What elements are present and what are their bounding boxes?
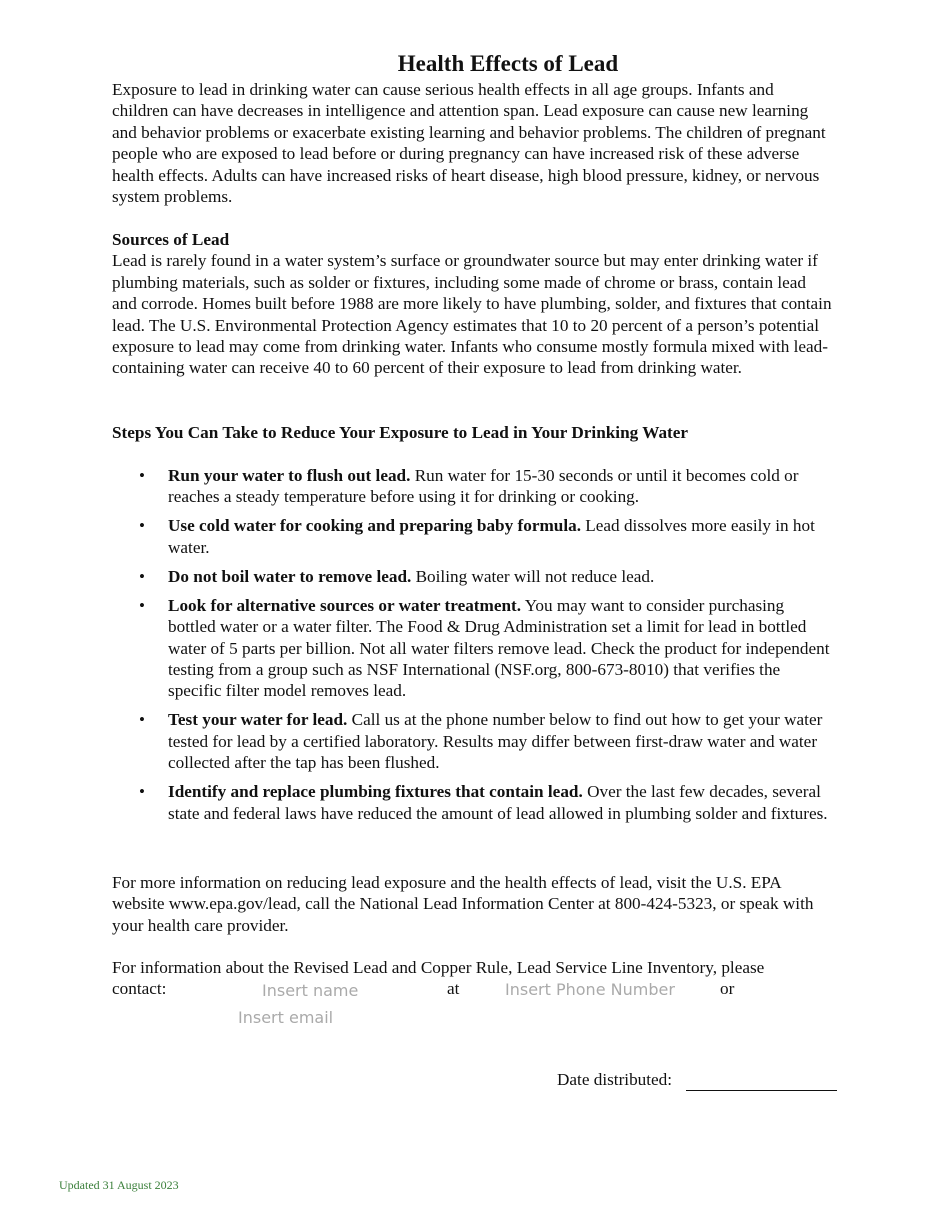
step-text: Call us at the phone number below to find out how to get your water tested for lead by a certified laboratory. Results may differ between first-draw water and water collected after the tap has been flushed. xyxy=(168,710,823,773)
list-item xyxy=(112,781,836,824)
contact-label: contact: xyxy=(112,979,167,998)
step-title: Run your water to flush out lead. xyxy=(168,466,411,485)
more-info-paragraph: For more information on reducing lead exposure and the health effects of lead, visit the U.S. EPA website www.epa.gov/lead, call the National Lead Information Center at 800-424-5323, or speak with your health care provider. xyxy=(112,873,814,935)
steps-heading: Steps You Can Take to Reduce Your Exposure to Lead in Your Drinking Water xyxy=(112,423,689,442)
sources-section xyxy=(112,229,834,379)
date-distributed-label: Date distributed: xyxy=(557,1070,673,1089)
step-title: Look for alternative sources or water treatment. xyxy=(168,595,522,615)
updated-note: Updated 31 August 2023 xyxy=(59,1178,179,1192)
step-text: You may want to consider purchasing bottled water or a water filter. The Food & Drug Administration set a limit for lead in bottled water of 5 parts per billion. Not all water filters remove lead. Check the product for independent testing from a group such as NSF International (NSF.org, 800-673-8010) that verifies the specific filter model removes lead. xyxy=(168,595,830,701)
bullet-icon: • xyxy=(139,710,145,730)
email-field[interactable]: Insert email xyxy=(238,1008,334,1027)
page-title: Health Effects of Lead xyxy=(397,51,619,76)
date-distributed-field[interactable] xyxy=(686,1090,837,1091)
bullet-icon: • xyxy=(139,466,145,485)
or-label: or xyxy=(720,979,735,998)
step-text: Over the last few decades, several state and federal laws have reduced the amount of lead allowed in plumbing solder and fixtures. xyxy=(168,782,828,823)
step-text: Run water for 15-30 seconds or until it becomes cold or reaches a steady temperature before using it for drinking or cooking. xyxy=(168,466,799,507)
step-text: Lead dissolves more easily in hot water. xyxy=(168,516,815,557)
sources-heading: Sources of Lead xyxy=(112,230,230,249)
step-title: Do not boil water to remove lead. xyxy=(168,566,412,586)
bullet-icon: • xyxy=(139,516,145,536)
step-text: Boiling water will not reduce lead. xyxy=(411,566,655,586)
name-field[interactable]: Insert name xyxy=(262,981,359,1000)
contact-intro: For information about the Revised Lead and Copper Rule, Lead Service Line Inventory, please xyxy=(112,958,765,977)
intro-paragraph: Exposure to lead in drinking water can cause serious health effects in all age groups. Infants and children can have decreases in intelligence and attention span. Lead exposure can cause new learning and behavior problems or exacerbate existing learning and behavior problems. The children of pregnant people who are exposed to lead before or during pregnancy can have increased risk of these adverse health effects. Adults can have increased risks of heart disease, high blood pressure, kidney, or nervous system problems. xyxy=(112,80,826,207)
bullet-icon: • xyxy=(139,782,145,802)
list-item xyxy=(112,566,836,587)
bullet-icon: • xyxy=(139,595,145,615)
list-item xyxy=(112,515,836,558)
steps-list xyxy=(112,465,836,832)
step-title: Use cold water for cooking and preparing baby formula. xyxy=(168,516,581,536)
bullet-icon: • xyxy=(139,566,145,586)
sources-body: Lead is rarely found in a water system’s surface or groundwater source but may enter drinking water if plumbing materials, such as solder or fixtures, including some made of chrome or brass, contain lead and corrode. Homes built before 1988 are more likely to have plumbing, solder, and fixtures that contain lead. The U.S. Environmental Protection Agency estimates that 10 to 20 percent of a person’s potential exposure to lead may come from drinking water. Infants who consume mostly formula mixed with lead-containing water can receive 40 to 60 percent of their exposure to lead from drinking water. xyxy=(112,251,832,378)
phone-field[interactable]: Insert Phone Number xyxy=(505,980,675,999)
list-item xyxy=(112,595,836,702)
list-item xyxy=(112,709,836,773)
list-item xyxy=(112,465,836,508)
step-title: Test your water for lead. xyxy=(168,710,348,730)
step-title: Identify and replace plumbing fixtures that contain lead. xyxy=(168,782,583,802)
at-label: at xyxy=(447,979,460,998)
